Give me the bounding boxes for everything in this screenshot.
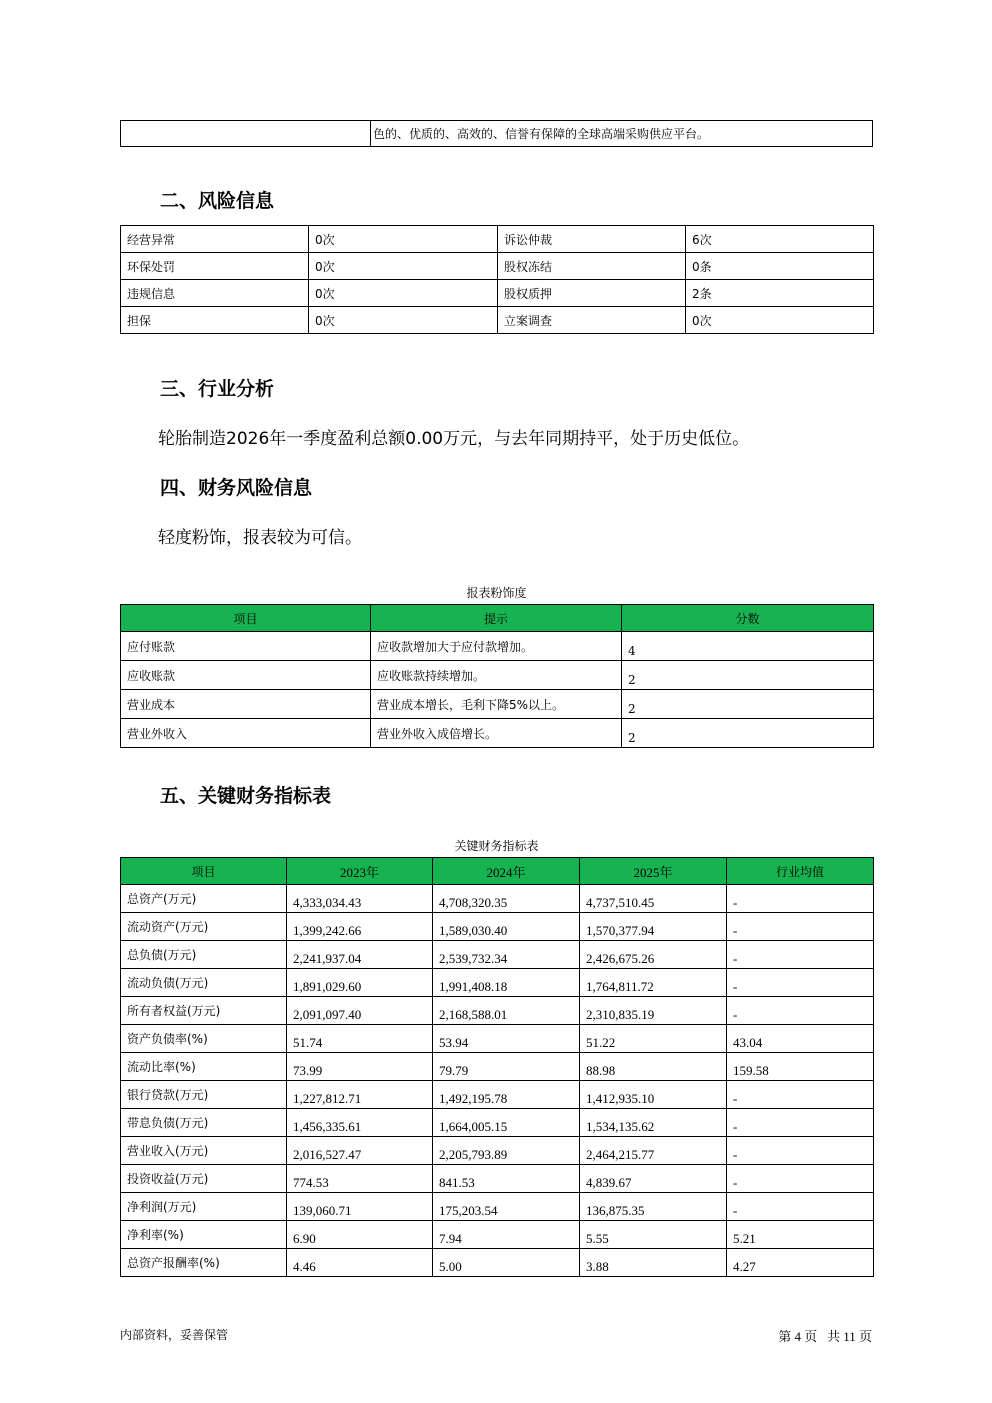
metric-value-cell: 5.00	[433, 1249, 580, 1277]
metric-value-cell: 1,664,005.15	[433, 1109, 580, 1137]
section-title-kpi: 五、关键财务指标表	[160, 785, 332, 807]
metric-value-cell: 73.99	[287, 1053, 433, 1081]
table-row	[121, 1137, 874, 1165]
metric-name-cell: 资产负债率(%)	[121, 1025, 287, 1053]
table-header-row	[121, 605, 874, 632]
risk-value-cell: 0次	[686, 307, 874, 334]
metric-value-cell: 1,492,195.78	[433, 1081, 580, 1109]
metric-value-cell: 2,539,732.34	[433, 941, 580, 969]
metric-value-cell: 1,399,242.66	[287, 913, 433, 941]
metric-value-cell: 2,016,527.47	[287, 1137, 433, 1165]
table-row	[121, 226, 874, 253]
table-cell: 营业成本增长，毛利下降5%以上。	[371, 690, 622, 719]
metric-value-cell: 159.58	[727, 1053, 874, 1081]
metric-value-cell: 2,310,835.19	[580, 997, 727, 1025]
metric-value-cell: 2,168,588.01	[433, 997, 580, 1025]
score-cell: 2	[622, 719, 874, 748]
column-header: 项目	[121, 858, 287, 885]
table-row	[121, 661, 874, 690]
risk-value-cell: 0次	[309, 307, 498, 334]
column-header: 项目	[121, 605, 371, 632]
risk-value-cell: 6次	[686, 226, 874, 253]
risk-label-cell: 环保处罚	[121, 253, 309, 280]
table-row	[121, 997, 874, 1025]
fraud-degree-table	[120, 604, 874, 748]
risk-value-cell: 2条	[686, 280, 874, 307]
table-row	[121, 121, 873, 147]
table-row	[121, 1025, 874, 1053]
metric-value-cell: -	[727, 1109, 874, 1137]
metric-value-cell: 136,875.35	[580, 1193, 727, 1221]
metric-value-cell: 2,426,675.26	[580, 941, 727, 969]
table-row	[121, 1109, 874, 1137]
metric-value-cell: 4,333,034.43	[287, 885, 433, 913]
footer-page-number: 第 4 页 共 11 页	[778, 1329, 872, 1344]
column-header: 行业均值	[727, 858, 874, 885]
table-row	[121, 307, 874, 334]
risk-label-cell: 股权质押	[498, 280, 686, 307]
fraud-table-caption: 报表粉饰度	[466, 586, 527, 600]
metric-name-cell: 营业收入(万元)	[121, 1137, 287, 1165]
section-title-financial-risk: 四、财务风险信息	[160, 477, 313, 499]
metric-value-cell: -	[727, 913, 874, 941]
table-row	[121, 690, 874, 719]
metric-value-cell: -	[727, 1137, 874, 1165]
table-row	[121, 1193, 874, 1221]
metric-value-cell: 841.53	[433, 1165, 580, 1193]
risk-info-table	[120, 225, 874, 334]
metric-name-cell: 总资产(万元)	[121, 885, 287, 913]
table-row	[121, 913, 874, 941]
table-cell: 应付账款	[121, 632, 371, 661]
table-row	[121, 632, 874, 661]
table-row	[121, 969, 874, 997]
metric-value-cell: 1,227,812.71	[287, 1081, 433, 1109]
metric-name-cell: 净利率(%)	[121, 1221, 287, 1249]
metric-value-cell: 2,205,793.89	[433, 1137, 580, 1165]
metric-value-cell: 79.79	[433, 1053, 580, 1081]
table-row	[121, 885, 874, 913]
kpi-table	[120, 857, 874, 1277]
table-row	[121, 1053, 874, 1081]
table-row	[121, 719, 874, 748]
risk-label-cell: 立案调查	[498, 307, 686, 334]
metric-value-cell: 774.53	[287, 1165, 433, 1193]
metric-value-cell: 5.55	[580, 1221, 727, 1249]
table-row	[121, 1081, 874, 1109]
metric-name-cell: 流动比率(%)	[121, 1053, 287, 1081]
table-row	[121, 253, 874, 280]
metric-value-cell: 1,534,135.62	[580, 1109, 727, 1137]
risk-label-cell: 违规信息	[121, 280, 309, 307]
table-row	[121, 1221, 874, 1249]
metric-value-cell: 1,891,029.60	[287, 969, 433, 997]
metric-value-cell: -	[727, 997, 874, 1025]
section-title-industry: 三、行业分析	[160, 378, 275, 400]
table-cell: 营业成本	[121, 690, 371, 719]
risk-value-cell: 0次	[309, 226, 498, 253]
score-cell: 4	[622, 632, 874, 661]
metric-value-cell: 2,091,097.40	[287, 997, 433, 1025]
metric-value-cell: 43.04	[727, 1025, 874, 1053]
metric-name-cell: 带息负债(万元)	[121, 1109, 287, 1137]
metric-value-cell: 4.46	[287, 1249, 433, 1277]
metric-name-cell: 总资产报酬率(%)	[121, 1249, 287, 1277]
metric-value-cell: 2,464,215.77	[580, 1137, 727, 1165]
metric-value-cell: 1,456,335.61	[287, 1109, 433, 1137]
metric-value-cell: 4.27	[727, 1249, 874, 1277]
table-cell: 营业外收入	[121, 719, 371, 748]
metric-name-cell: 流动负债(万元)	[121, 969, 287, 997]
metric-value-cell: 175,203.54	[433, 1193, 580, 1221]
metric-value-cell: -	[727, 969, 874, 997]
metric-value-cell: -	[727, 1081, 874, 1109]
section-title-risk: 二、风险信息	[160, 190, 275, 212]
industry-analysis-text: 轮胎制造2026年一季度盈利总额0.00万元，与去年同期持平，处于历史低位。	[158, 429, 750, 449]
metric-value-cell: 139,060.71	[287, 1193, 433, 1221]
table-row	[121, 1249, 874, 1277]
metric-value-cell: 51.74	[287, 1025, 433, 1053]
table-row	[121, 941, 874, 969]
metric-value-cell: 5.21	[727, 1221, 874, 1249]
column-header: 2023年	[287, 858, 433, 885]
table-cell	[121, 121, 371, 147]
risk-value-cell: 0次	[309, 280, 498, 307]
risk-label-cell: 担保	[121, 307, 309, 334]
metric-value-cell: 1,570,377.94	[580, 913, 727, 941]
footer-confidential: 内部资料，妥善保管	[120, 1328, 229, 1342]
metric-value-cell: -	[727, 1193, 874, 1221]
metric-name-cell: 投资收益(万元)	[121, 1165, 287, 1193]
metric-value-cell: 1,412,935.10	[580, 1081, 727, 1109]
column-header: 2024年	[433, 858, 580, 885]
metric-value-cell: 4,839.67	[580, 1165, 727, 1193]
column-header: 2025年	[580, 858, 727, 885]
metric-name-cell: 总负债(万元)	[121, 941, 287, 969]
metric-value-cell: 2,241,937.04	[287, 941, 433, 969]
metric-value-cell: 7.94	[433, 1221, 580, 1249]
metric-value-cell: 3.88	[580, 1249, 727, 1277]
column-header: 提示	[371, 605, 622, 632]
risk-value-cell: 0次	[309, 253, 498, 280]
table-row	[121, 280, 874, 307]
risk-label-cell: 股权冻结	[498, 253, 686, 280]
metric-value-cell: 51.22	[580, 1025, 727, 1053]
metric-value-cell: 53.94	[433, 1025, 580, 1053]
metric-name-cell: 净利润(万元)	[121, 1193, 287, 1221]
table-header-row	[121, 858, 874, 885]
metric-name-cell: 银行贷款(万元)	[121, 1081, 287, 1109]
table-cell: 应收账款持续增加。	[371, 661, 622, 690]
kpi-table-caption: 关键财务指标表	[454, 839, 539, 853]
table-cell: 色的、优质的、高效的、信誉有保障的全球高端采购供应平台。	[371, 121, 873, 147]
metric-value-cell: -	[727, 885, 874, 913]
risk-label-cell: 诉讼仲裁	[498, 226, 686, 253]
score-cell: 2	[622, 690, 874, 719]
metric-value-cell: 88.98	[580, 1053, 727, 1081]
metric-value-cell: -	[727, 941, 874, 969]
metric-value-cell: 1,764,811.72	[580, 969, 727, 997]
metric-value-cell: 1,991,408.18	[433, 969, 580, 997]
table-cell: 应收账款	[121, 661, 371, 690]
metric-value-cell: 6.90	[287, 1221, 433, 1249]
metric-value-cell: 1,589,030.40	[433, 913, 580, 941]
risk-value-cell: 0条	[686, 253, 874, 280]
score-cell: 2	[622, 661, 874, 690]
table-cell: 应收款增加大于应付款增加。	[371, 632, 622, 661]
risk-label-cell: 经营异常	[121, 226, 309, 253]
metric-value-cell: -	[727, 1165, 874, 1193]
metric-value-cell: 4,737,510.45	[580, 885, 727, 913]
metric-name-cell: 所有者权益(万元)	[121, 997, 287, 1025]
financial-risk-text: 轻度粉饰，报表较为可信。	[158, 528, 362, 548]
table-cell: 营业外收入成倍增长。	[371, 719, 622, 748]
metric-name-cell: 流动资产(万元)	[121, 913, 287, 941]
table-row	[121, 1165, 874, 1193]
continuation-table	[120, 120, 873, 147]
metric-value-cell: 4,708,320.35	[433, 885, 580, 913]
column-header: 分数	[622, 605, 874, 632]
